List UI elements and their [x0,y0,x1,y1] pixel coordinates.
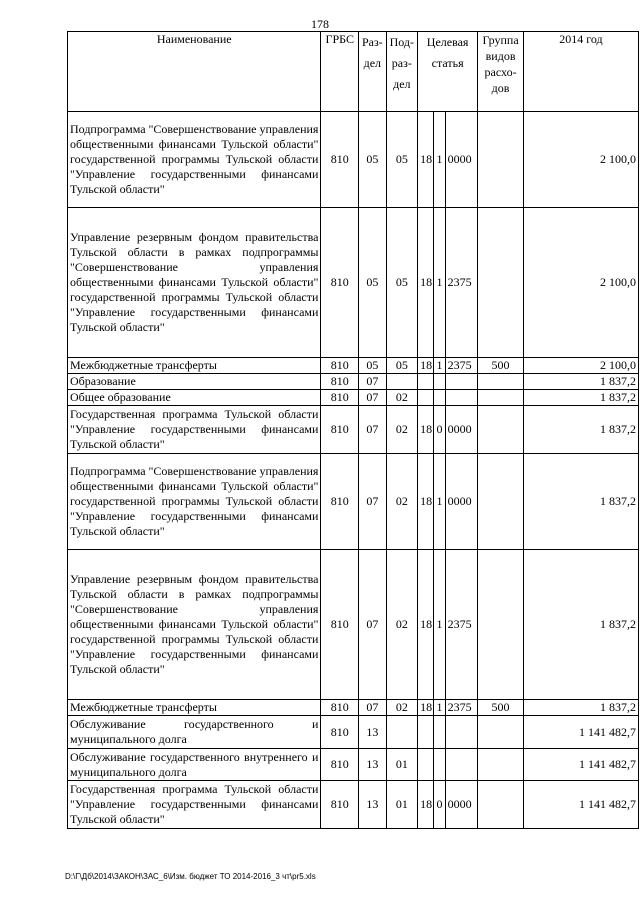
row-vid-rashodov [478,550,524,700]
row-cs-subprogram [434,374,445,390]
row-cs-code: 0000 [445,454,478,550]
row-cs-code [445,390,478,406]
row-grbs: 810 [321,358,359,374]
header-celevaya: Целевая статья [418,32,478,112]
row-cs-code: 2375 [445,550,478,700]
row-name: Управление резервным фондом правительства Тульской области в рамках подпрограммы "Совершенствование управления общественными финансами Тульской области" государственной программы Тульской области "Управление государственными финансами Тульской области" [68,208,321,358]
table-row [68,358,639,374]
row-cs-program: 18 [418,700,434,716]
row-amount: 1 837,2 [523,406,638,454]
row-grbs: 810 [321,374,359,390]
row-grbs: 810 [321,781,359,829]
row-cs-subprogram: 0 [434,781,445,829]
row-razdel: 05 [359,358,386,374]
header-name: Наименование [68,32,321,112]
row-cs-program: 18 [418,208,434,358]
row-grbs: 810 [321,406,359,454]
table-row [68,374,639,390]
row-razdel: 07 [359,550,386,700]
row-razdel: 07 [359,700,386,716]
row-name: Общее образование [68,390,321,406]
row-podrazdel: 02 [386,390,418,406]
row-cs-program: 18 [418,781,434,829]
row-razdel: 07 [359,454,386,550]
row-cs-subprogram: 1 [434,454,445,550]
row-razdel: 13 [359,749,386,781]
row-name: Государственная программа Тульской области "Управление государственными финансами Тульской области" [68,406,321,454]
row-cs-subprogram: 1 [434,208,445,358]
row-cs-program [418,390,434,406]
row-cs-program [418,716,434,749]
row-vid-rashodov: 500 [478,700,524,716]
row-podrazdel: 02 [386,454,418,550]
row-name: Межбюджетные трансферты [68,358,321,374]
table-row [68,716,639,749]
row-cs-code: 0000 [445,406,478,454]
row-amount: 1 837,2 [523,700,638,716]
header-year: 2014 год [523,32,638,112]
row-grbs: 810 [321,112,359,208]
row-razdel: 05 [359,208,386,358]
row-cs-subprogram [434,749,445,781]
row-podrazdel: 02 [386,406,418,454]
row-podrazdel: 01 [386,781,418,829]
row-cs-code: 0000 [445,112,478,208]
row-amount: 1 837,2 [523,550,638,700]
row-cs-code [445,374,478,390]
row-amount: 1 837,2 [523,454,638,550]
row-cs-program: 18 [418,454,434,550]
file-path: D:\Г\Дб\2014\ЗАКОН\ЗАС_6\Изм. бюджет ТО 2014-2016_3 чт\pr5.xls [65,872,316,881]
row-razdel: 05 [359,112,386,208]
row-grbs: 810 [321,716,359,749]
table-row [68,112,639,208]
row-podrazdel: 05 [386,112,418,208]
budget-table [67,31,639,829]
row-cs-program: 18 [418,358,434,374]
row-grbs: 810 [321,749,359,781]
row-grbs: 810 [321,454,359,550]
row-cs-code [445,749,478,781]
row-name: Государственная программа Тульской области "Управление государственными финансами Тульской области" [68,781,321,829]
row-amount: 1 141 482,7 [523,749,638,781]
table-row [68,749,639,781]
row-amount: 2 100,0 [523,358,638,374]
header-row [68,32,639,112]
row-name: Обслуживание государственного и муниципального долга [68,716,321,749]
row-vid-rashodov [478,374,524,390]
row-cs-program: 18 [418,112,434,208]
row-cs-subprogram: 1 [434,112,445,208]
row-podrazdel: 02 [386,700,418,716]
table-row [68,454,639,550]
row-cs-code: 2375 [445,358,478,374]
row-vid-rashodov: 500 [478,358,524,374]
row-cs-subprogram: 1 [434,550,445,700]
row-amount: 2 100,0 [523,208,638,358]
row-amount: 1 141 482,7 [523,781,638,829]
row-razdel: 13 [359,716,386,749]
row-grbs: 810 [321,550,359,700]
row-cs-program: 18 [418,550,434,700]
row-podrazdel [386,374,418,390]
row-podrazdel: 02 [386,550,418,700]
row-vid-rashodov [478,112,524,208]
table-row [68,700,639,716]
row-podrazdel [386,716,418,749]
row-amount: 2 100,0 [523,112,638,208]
table-row [68,390,639,406]
row-amount: 1 837,2 [523,390,638,406]
row-razdel: 07 [359,406,386,454]
row-cs-subprogram [434,390,445,406]
row-cs-program [418,374,434,390]
row-cs-subprogram: 1 [434,700,445,716]
row-name: Управление резервным фондом правительства Тульской области в рамках подпрограммы "Совершенствование управления общественными финансами Тульской области" государственной программы Тульской области "Управление государственными финансами Тульской области" [68,550,321,700]
row-vid-rashodov [478,716,524,749]
row-razdel: 13 [359,781,386,829]
header-gruppa: Группа видов расхо- дов [478,32,524,112]
row-vid-rashodov [478,390,524,406]
table-row [68,208,639,358]
row-name: Подпрограмма "Совершенствование управления общественными финансами Тульской области" государственной программы Тульской области "Управление государственными финансами Тульской области" [68,112,321,208]
row-razdel: 07 [359,390,386,406]
row-vid-rashodov [478,454,524,550]
table-row [68,550,639,700]
row-cs-subprogram: 0 [434,406,445,454]
row-name: Обслуживание государственного внутреннего и муниципального долга [68,749,321,781]
row-vid-rashodov [478,781,524,829]
row-razdel: 07 [359,374,386,390]
row-cs-program [418,749,434,781]
row-podrazdel: 05 [386,358,418,374]
row-vid-rashodov [478,406,524,454]
row-cs-subprogram [434,716,445,749]
row-cs-program: 18 [418,406,434,454]
row-grbs: 810 [321,208,359,358]
table-row [68,406,639,454]
row-cs-code: 2375 [445,700,478,716]
row-cs-code: 0000 [445,781,478,829]
page-number: 178 [311,17,329,31]
row-amount: 1 837,2 [523,374,638,390]
row-podrazdel: 05 [386,208,418,358]
header-razdel: Раз- дел [359,32,386,112]
row-vid-rashodov [478,749,524,781]
table-row [68,781,639,829]
header-grbs: ГРБС [321,32,359,112]
row-vid-rashodov [478,208,524,358]
row-cs-code [445,716,478,749]
row-cs-subprogram: 1 [434,358,445,374]
header-podrazdel: Под- раз- дел [386,32,418,112]
row-grbs: 810 [321,700,359,716]
row-podrazdel: 01 [386,749,418,781]
row-cs-code: 2375 [445,208,478,358]
row-name: Образование [68,374,321,390]
row-name: Подпрограмма "Совершенствование управления общественными финансами Тульской области" государственной программы Тульской области "Управление государственными финансами Тульской области" [68,454,321,550]
row-amount: 1 141 482,7 [523,716,638,749]
row-grbs: 810 [321,390,359,406]
row-name: Межбюджетные трансферты [68,700,321,716]
